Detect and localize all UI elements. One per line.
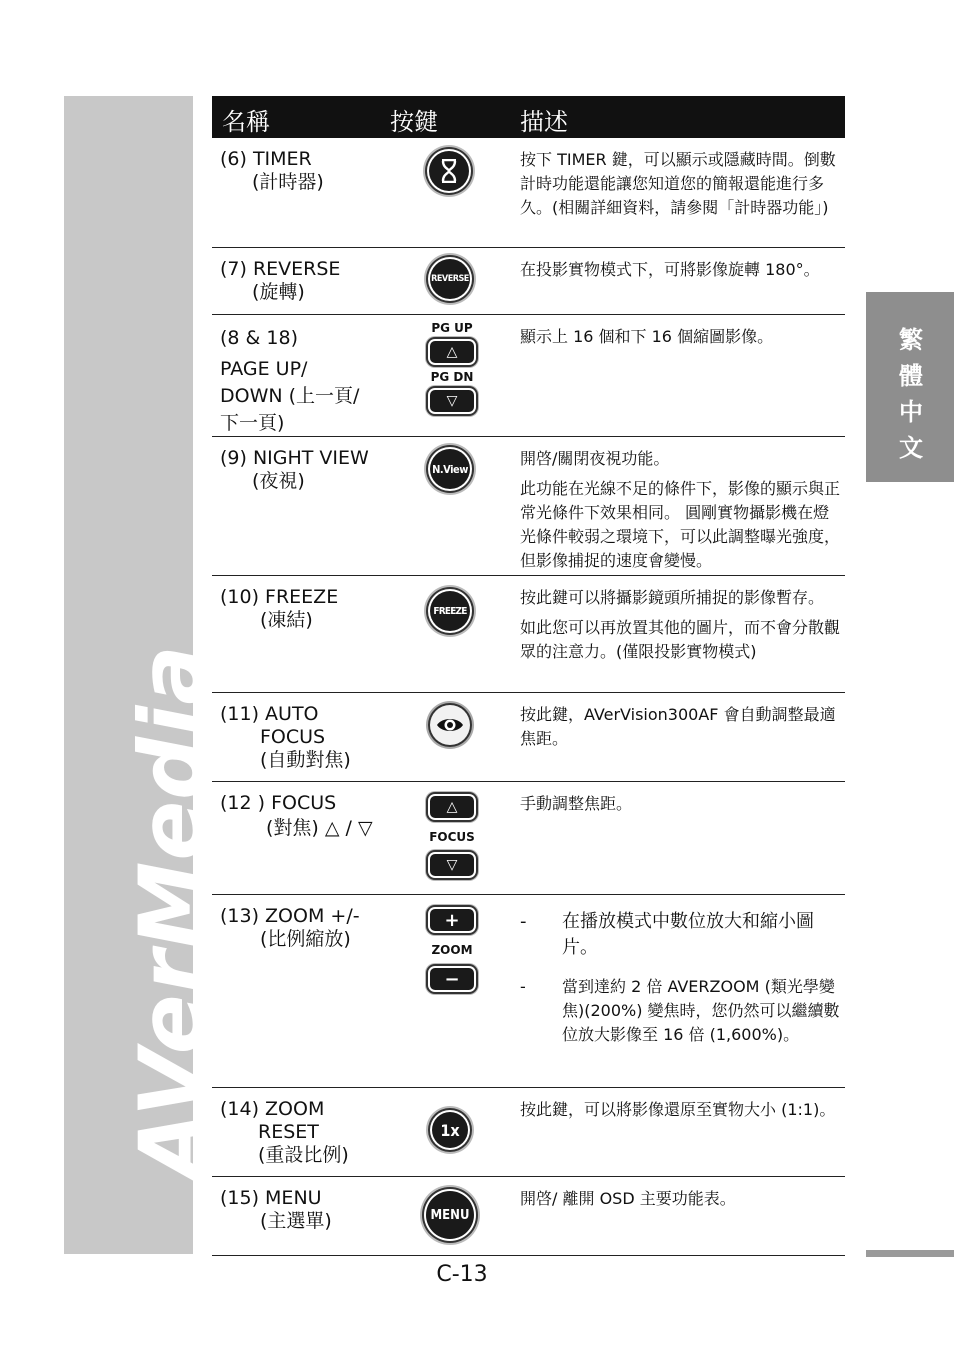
row-key <box>412 1177 512 1255</box>
timer-button-icon <box>429 151 469 191</box>
row-key <box>412 437 512 575</box>
row-desc: 在投影實物模式下，可將影像旋轉 180°。 <box>520 260 820 279</box>
row-name: (9) NIGHT VIEW (夜視) <box>220 447 369 492</box>
row-desc: 按下 TIMER 鍵，可以顯示或隱藏時間。倒數計時功能還能讓您知道您的簡報還能進行多久。(相關詳細資料，請參閱「計時器功能」) <box>520 150 836 217</box>
row-key <box>412 576 512 692</box>
row-desc: 手動調整焦距。 <box>520 794 633 813</box>
focus-down-triangle-icon: ▽ <box>430 854 474 876</box>
table-header <box>212 96 845 138</box>
row-name: (13) ZOOM +/- (比例縮放) <box>220 905 360 950</box>
row-name: (10) FREEZE (凍結) <box>220 586 339 631</box>
pg-up-label: PG UP <box>431 321 473 335</box>
table-row <box>212 248 845 315</box>
eye-icon <box>430 705 470 745</box>
bullet-item: - 在播放模式中數位放大和縮小圖片。 <box>520 911 814 958</box>
table-row <box>212 895 845 1088</box>
table-row <box>212 138 845 248</box>
reverse-button-icon: REVERSE <box>430 259 470 299</box>
zoom-label: ZOOM <box>431 943 473 957</box>
page-up-triangle-icon: △ <box>430 341 474 363</box>
header-desc: 描述 <box>520 108 568 136</box>
row-key <box>412 248 512 314</box>
row-desc: 按此鍵可以將攝影鏡頭所捕捉的影像暫存。 如此您可以再放置其他的圖片，而不會分散觀眾的注意力。(僅限投影實物模式) <box>520 588 841 661</box>
row-desc: 顯示上 16 個和下 16 個縮圖影像。 <box>520 327 774 346</box>
zoom-plus-icon: + <box>430 909 474 931</box>
brand-logo: AVerMedia <box>120 644 223 1180</box>
zoom-minus-icon: − <box>430 968 474 990</box>
row-key <box>412 1088 512 1176</box>
row-desc: 開啓/ 離開 OSD 主要功能表。 <box>520 1189 736 1208</box>
row-name: (7) REVERSE (旋轉) <box>220 258 341 303</box>
key-function-table <box>212 96 845 1256</box>
header-key: 按鍵 <box>390 108 438 136</box>
focus-up-triangle-icon: △ <box>430 796 474 818</box>
language-tab <box>866 292 954 482</box>
pg-dn-label: PG DN <box>430 370 474 384</box>
zoom-reset-button-icon: 1x <box>432 1112 468 1148</box>
focus-label: FOCUS <box>429 830 475 844</box>
row-desc <box>520 909 842 1061</box>
header-name: 名稱 <box>222 108 270 136</box>
table-row <box>212 693 845 782</box>
row-key <box>412 782 512 894</box>
page-number: C-13 <box>436 1262 488 1287</box>
table-row <box>212 1088 845 1177</box>
row-name: (12 ) FOCUS (對焦) △ / ▽ <box>220 792 373 839</box>
table-row <box>212 315 845 437</box>
page-down-triangle-icon: ▽ <box>430 390 474 412</box>
row-desc: 按此鍵，AVerVision300AF 會自動調整最適焦距。 <box>520 705 836 748</box>
row-key <box>412 895 512 1087</box>
bullet-item: - 當到達約 2 倍 AVERZOOM (類光學變焦)(200%) 變焦時，您仍然可以繼續數位放大影像至 16 倍 (1,600%)。 <box>520 977 840 1044</box>
row-desc: 按此鍵，可以將影像還原至實物大小 (1:1)。 <box>520 1100 836 1119</box>
row-key <box>412 138 512 247</box>
row-key <box>412 315 512 436</box>
row-desc: 開啓/關閉夜視功能。 此功能在光線不足的條件下，影像的顯示與正常光條件下效果相同。 圓剛實物攝影機在燈光條件較弱之環境下，可以此調整曝光強度，但影像捕捉的速度會變慢。 <box>520 449 841 570</box>
freeze-button-icon: FREEZE <box>430 591 470 631</box>
menu-button-icon: MENU <box>426 1191 474 1239</box>
night-view-button-icon: N.View <box>430 449 470 489</box>
row-name: (6) TIMER (計時器) <box>220 148 324 193</box>
bottom-edge-mark <box>866 1250 954 1257</box>
table-row <box>212 437 845 576</box>
row-name: (15) MENU (主選單) <box>220 1187 332 1232</box>
row-key <box>412 693 512 781</box>
row-name: (11) AUTO FOCUS (自動對焦) <box>220 703 351 771</box>
language-tab-label: 繁體中文 <box>899 326 923 462</box>
table-row <box>212 576 845 693</box>
table-row <box>212 1177 845 1256</box>
table-row <box>212 782 845 895</box>
row-name: (14) ZOOM RESET (重設比例) <box>220 1098 349 1166</box>
row-name: (8 & 18) PAGE UP/ DOWN (上一頁/ 下一頁) <box>220 327 360 434</box>
